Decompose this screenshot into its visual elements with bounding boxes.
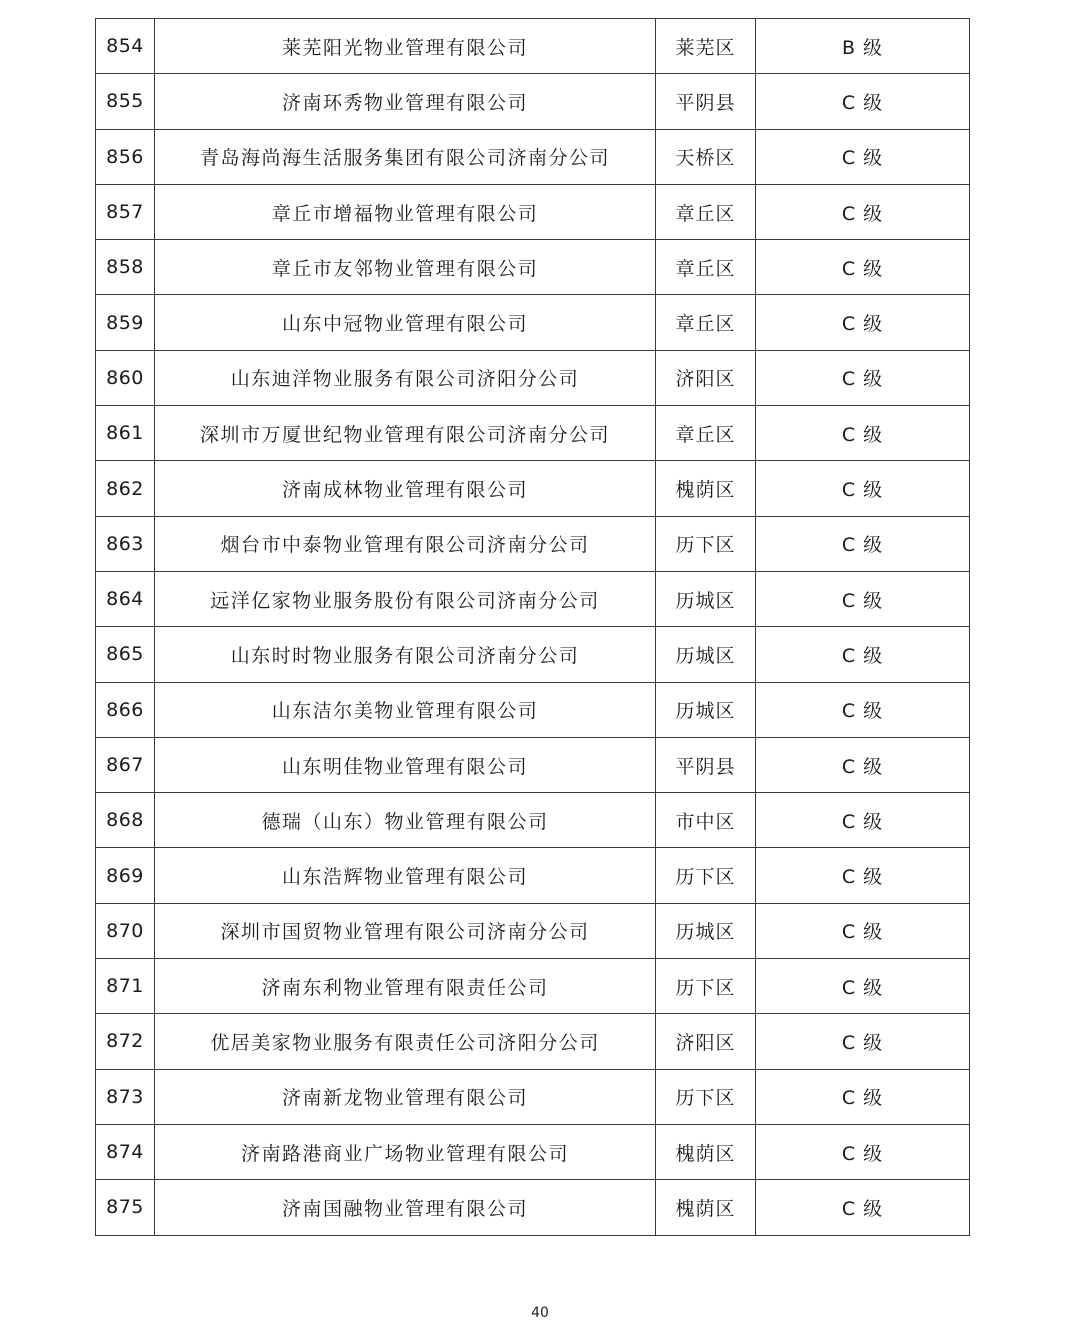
table-row [96,848,970,903]
row-number: 854 [96,19,155,74]
table-row [96,240,970,295]
company-name: 济南成林物业管理有限公司 [155,461,656,516]
company-name: 山东迪洋物业服务有限公司济阳分公司 [155,350,656,405]
district: 槐荫区 [656,1180,756,1235]
company-name: 山东中冠物业管理有限公司 [155,295,656,350]
district: 济阳区 [656,350,756,405]
table-row [96,627,970,682]
row-number: 874 [96,1124,155,1179]
row-number: 863 [96,516,155,571]
district: 历下区 [656,959,756,1014]
company-name: 德瑞（山东）物业管理有限公司 [155,793,656,848]
district: 历下区 [656,1069,756,1124]
grade: C 级 [756,184,970,239]
grade: C 级 [756,1069,970,1124]
district: 莱芜区 [656,19,756,74]
table-row [96,129,970,184]
table-row [96,516,970,571]
table-row [96,793,970,848]
row-number: 857 [96,184,155,239]
company-name: 济南国融物业管理有限公司 [155,1180,656,1235]
table-row [96,903,970,958]
row-number: 866 [96,682,155,737]
district: 济阳区 [656,1014,756,1069]
district: 章丘区 [656,240,756,295]
grade: C 级 [756,1180,970,1235]
row-number: 870 [96,903,155,958]
grade: C 级 [756,1124,970,1179]
row-number: 869 [96,848,155,903]
property-company-grade-table [95,18,970,1236]
company-name: 章丘市友邻物业管理有限公司 [155,240,656,295]
district: 平阴县 [656,737,756,792]
row-number: 861 [96,406,155,461]
page-number: 40 [531,1305,549,1321]
company-name: 山东时时物业服务有限公司济南分公司 [155,627,656,682]
table-row [96,406,970,461]
company-name: 济南新龙物业管理有限公司 [155,1069,656,1124]
grade: C 级 [756,959,970,1014]
grade: C 级 [756,682,970,737]
row-number: 859 [96,295,155,350]
row-number: 875 [96,1180,155,1235]
table-row [96,959,970,1014]
grade: C 级 [756,903,970,958]
district: 历下区 [656,848,756,903]
grade: C 级 [756,295,970,350]
row-number: 872 [96,1014,155,1069]
table-row [96,737,970,792]
district: 天桥区 [656,129,756,184]
table-row [96,571,970,626]
table-row [96,184,970,239]
district: 历下区 [656,516,756,571]
grade: C 级 [756,627,970,682]
district: 历城区 [656,682,756,737]
company-name: 深圳市国贸物业管理有限公司济南分公司 [155,903,656,958]
company-name: 济南东利物业管理有限责任公司 [155,959,656,1014]
district: 历城区 [656,903,756,958]
district: 平阴县 [656,74,756,129]
company-name: 青岛海尚海生活服务集团有限公司济南分公司 [155,129,656,184]
table-row [96,74,970,129]
district: 历城区 [656,571,756,626]
grade: C 级 [756,129,970,184]
table-row [96,295,970,350]
row-number: 864 [96,571,155,626]
grade: C 级 [756,848,970,903]
row-number: 867 [96,737,155,792]
grade: C 级 [756,240,970,295]
table-row [96,1124,970,1179]
district: 市中区 [656,793,756,848]
row-number: 858 [96,240,155,295]
company-name: 烟台市中泰物业管理有限公司济南分公司 [155,516,656,571]
company-name: 莱芜阳光物业管理有限公司 [155,19,656,74]
table-row [96,1180,970,1235]
company-name: 远洋亿家物业服务股份有限公司济南分公司 [155,571,656,626]
grade: C 级 [756,74,970,129]
district: 章丘区 [656,295,756,350]
table-row [96,1014,970,1069]
company-name: 山东洁尔美物业管理有限公司 [155,682,656,737]
grade: C 级 [756,461,970,516]
company-name: 优居美家物业服务有限责任公司济阳分公司 [155,1014,656,1069]
row-number: 856 [96,129,155,184]
table-row [96,19,970,74]
district: 槐荫区 [656,1124,756,1179]
district: 章丘区 [656,406,756,461]
company-name: 济南环秀物业管理有限公司 [155,74,656,129]
grade: C 级 [756,406,970,461]
row-number: 873 [96,1069,155,1124]
company-name: 章丘市增福物业管理有限公司 [155,184,656,239]
grade: C 级 [756,571,970,626]
row-number: 868 [96,793,155,848]
table-body [96,19,970,1236]
row-number: 871 [96,959,155,1014]
row-number: 860 [96,350,155,405]
company-name: 深圳市万厦世纪物业管理有限公司济南分公司 [155,406,656,461]
grade: C 级 [756,1014,970,1069]
district: 章丘区 [656,184,756,239]
grade: C 级 [756,737,970,792]
district: 槐荫区 [656,461,756,516]
table-row [96,682,970,737]
row-number: 855 [96,74,155,129]
company-name: 济南路港商业广场物业管理有限公司 [155,1124,656,1179]
table-row [96,1069,970,1124]
row-number: 862 [96,461,155,516]
grade: C 级 [756,350,970,405]
grade: C 级 [756,793,970,848]
grade: C 级 [756,516,970,571]
district: 历城区 [656,627,756,682]
table-row [96,350,970,405]
company-name: 山东浩辉物业管理有限公司 [155,848,656,903]
table-row [96,461,970,516]
grade: B 级 [756,19,970,74]
company-name: 山东明佳物业管理有限公司 [155,737,656,792]
row-number: 865 [96,627,155,682]
